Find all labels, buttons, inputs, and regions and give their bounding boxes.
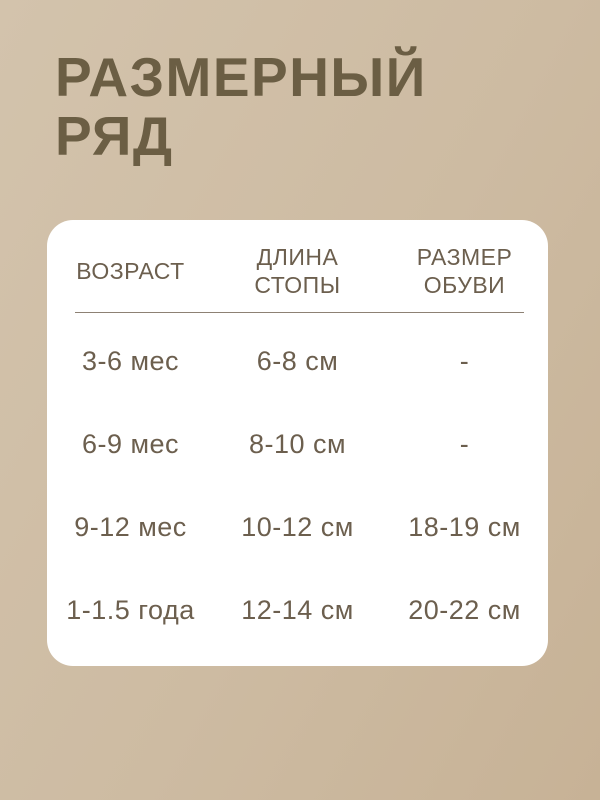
column-header-age: ВОЗРАСТ <box>76 257 185 284</box>
table-cell: 9-12 мес <box>74 512 187 542</box>
table-cell: 18-19 см <box>408 512 521 542</box>
table-cell: 1-1.5 года <box>66 595 195 625</box>
page-title: РАЗМЕРНЫЙ РЯД <box>55 46 427 168</box>
table-cell: - <box>459 429 470 459</box>
table-row <box>47 403 548 486</box>
table-row <box>47 320 548 403</box>
table-cell: 20-22 см <box>408 595 521 625</box>
size-table-card <box>47 220 548 666</box>
table-cell: 6-8 см <box>256 346 339 376</box>
table-body <box>47 313 548 652</box>
table-cell: 12-14 см <box>241 595 354 625</box>
table-cell: 8-10 см <box>248 429 347 459</box>
table-row <box>47 486 548 569</box>
table-cell: 3-6 мес <box>81 346 180 376</box>
table-row <box>47 569 548 652</box>
table-header-row <box>47 220 548 312</box>
table-cell: 10-12 см <box>241 512 354 542</box>
column-header-shoe-size: РАЗМЕР ОБУВИ <box>416 243 513 298</box>
table-cell: 6-9 мес <box>81 429 180 459</box>
column-header-foot-length: ДЛИНА СТОПЫ <box>254 243 341 298</box>
table-cell: - <box>459 346 470 376</box>
